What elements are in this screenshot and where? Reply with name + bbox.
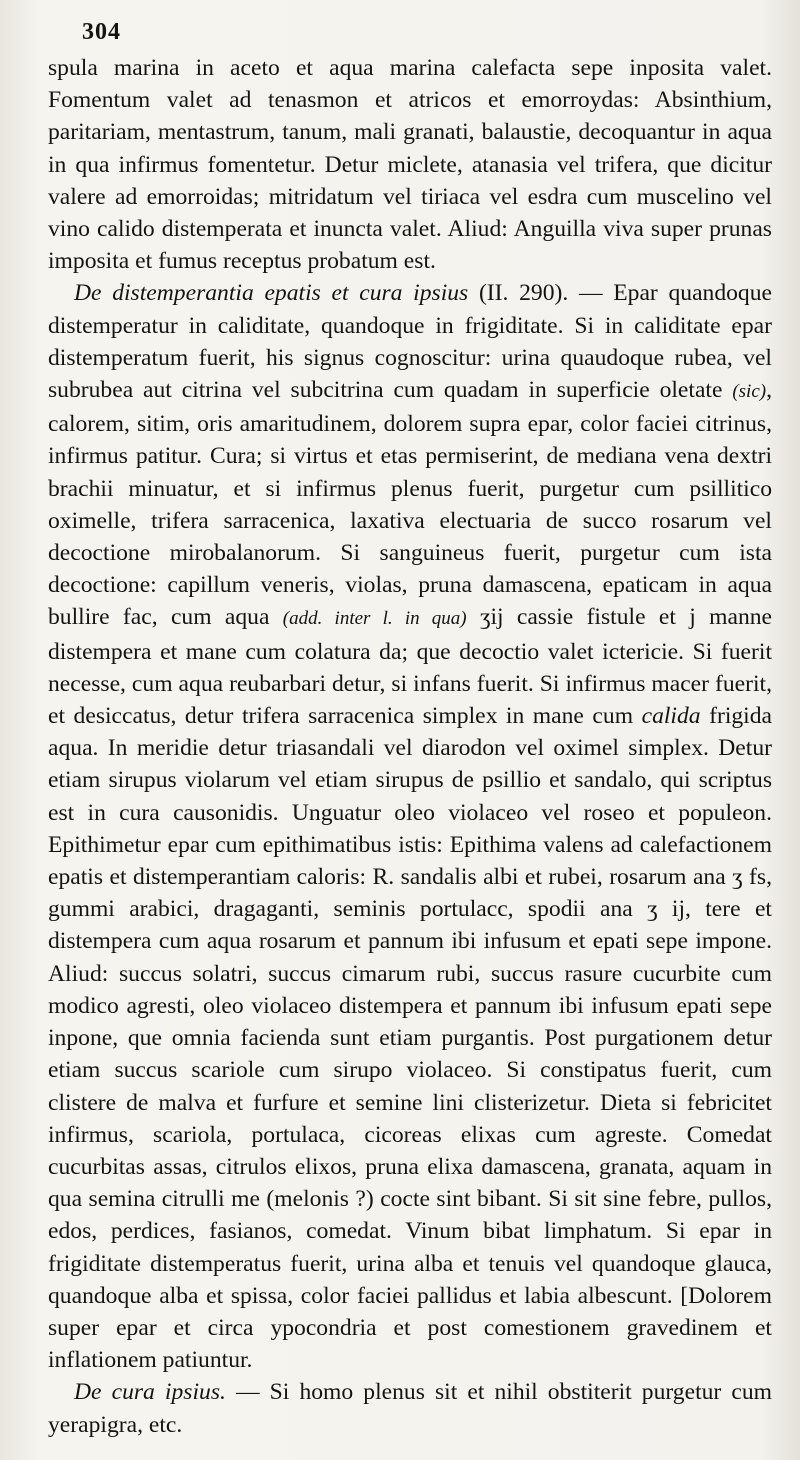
- paragraph-3-text: — Si homo plenus sit et nihil obstiterit purgetur cum yerapigra, etc.: [48, 1379, 772, 1438]
- sic-note: (sic): [732, 381, 767, 403]
- paragraph-2-text-c: ʒij cassie fistule et j manne distempera et mane cum colatura da; que decoctio valet ictericie. Si fuerit necesse, cum aqua reubarbari detur, si infans fuerit. Si infirmus macer fuerit, et desiccatus, detur trifera sarracenica simplex in mane cum: [48, 604, 773, 730]
- calida-word: calida: [641, 703, 701, 730]
- section-ref: (II. 290).: [478, 280, 569, 307]
- paragraph-1: [48, 52, 772, 277]
- body-text: [48, 52, 772, 1441]
- paragraph-2: [48, 277, 772, 1376]
- paragraph-2-text-a: — Epar quandoque distemperatur in caliditate, quandoque in frigiditate. Si in caliditate epar distemperatum fuerit, his signus cognoscitur: urina quaudoque rubea, vel subrubea aut citrina vel subcitrina cum quadam in superficie oletate: [48, 280, 772, 404]
- addition-note: (add. inter l. in qua): [282, 608, 467, 630]
- paragraph-1-text: spula marina in aceto et aqua marina calefacta sepe inposita valet. Fomentum valet ad tenasmon et atricos et emorroydas: Absinthium, paritariam, mentastrum, tanum, mali granati, balaustie, decoquantur in aqua in qua infirmus fomentetur. Detur miclete, atanasia vel trifera, que dicitur valere ad emorroidas; mitridatum vel tiriaca vel esdra cum muscelino vel vino calido distemperata et inuncta valet. Aliud: Anguilla viva super prunas imposita et fumus receptus probatum est.: [48, 55, 772, 275]
- paragraph-2-text-d: frigida aqua. In meridie detur triasandali vel diarodon vel oximel simplex. Detur etiam sirupus violarum vel etiam sirupus de psillio et sandalo, qui scriptus est in cura causonidis. Unguatur oleo violaceo vel roseo et populeon. Epithimetur epar cum epithimatibus istis: Epithima valens ad calefactionem epatis et distemperantiam caloris: R. sandalis albi et rubei, rosarum ana ʒ fs, gummi arabici, dragaganti, seminis portulacc, spodii ana ʒ ij, tere et distempera cum aqua rosarum et pannum ibi infusum et epati sepe impone. Aliud: succus solatri, succus cimarum rubi, succus rasure cucurbite cum modico agresti, oleo violaceo distempera et pannum ibi infusum epati sepe inpone, que omnia facienda sunt etiam purgantis. Post purgationem detur etiam succus scariole cum sirupo violaceo. Si constipatus fuerit, cum clistere de malva et furfure et semine lini clisterizetur. Dieta si febricitet infirmus, scariola, portulaca, cicoreas elixas cum agreste. Comedat cucurbitas assas, citrulos elixos, pruna elixa damascena, granata, aquam in qua semina citrulli me (melonis ?) cocte sint bibant. Si sit sine febre, pullos, edos, perdices, fasianos, comedat. Vinum bibat limphatum. Si epar in frigiditate distemperatus fuerit, urina alba et tenuis vel quandoque glauca, quandoque alba et spissa, color faciei pallidus et labia albescunt. [Dolorem super epar et circa ypocondria et post comestionem gravedinem et inflationem patiuntur.: [48, 703, 772, 1374]
- section-heading-cura: De cura ipsius.: [74, 1379, 226, 1406]
- section-heading-distemperantia: De distemperantia epatis et cura ipsius: [74, 280, 469, 307]
- page-number: 304: [82, 19, 121, 45]
- paragraph-2-text-b: , calorem, sitim, oris amaritudinem, dolorem supra epar, color faciei citrinus, infirmus patitur. Cura; si virtus et etas permiserint, de mediana vena dextri brachii minuatur, et si infirmus plenus fuerit, purgetur cum psillitico oximelle, trifera sarracenica, laxativa electuaria de succo rosarum vel decoctione mirobalanorum. Si sanguineus fuerit, purgetur cum ista decoctione: capillum veneris, violas, pruna damascena, epaticam in aqua bullire fac, cum aqua: [48, 377, 772, 631]
- paragraph-3: [48, 1376, 772, 1440]
